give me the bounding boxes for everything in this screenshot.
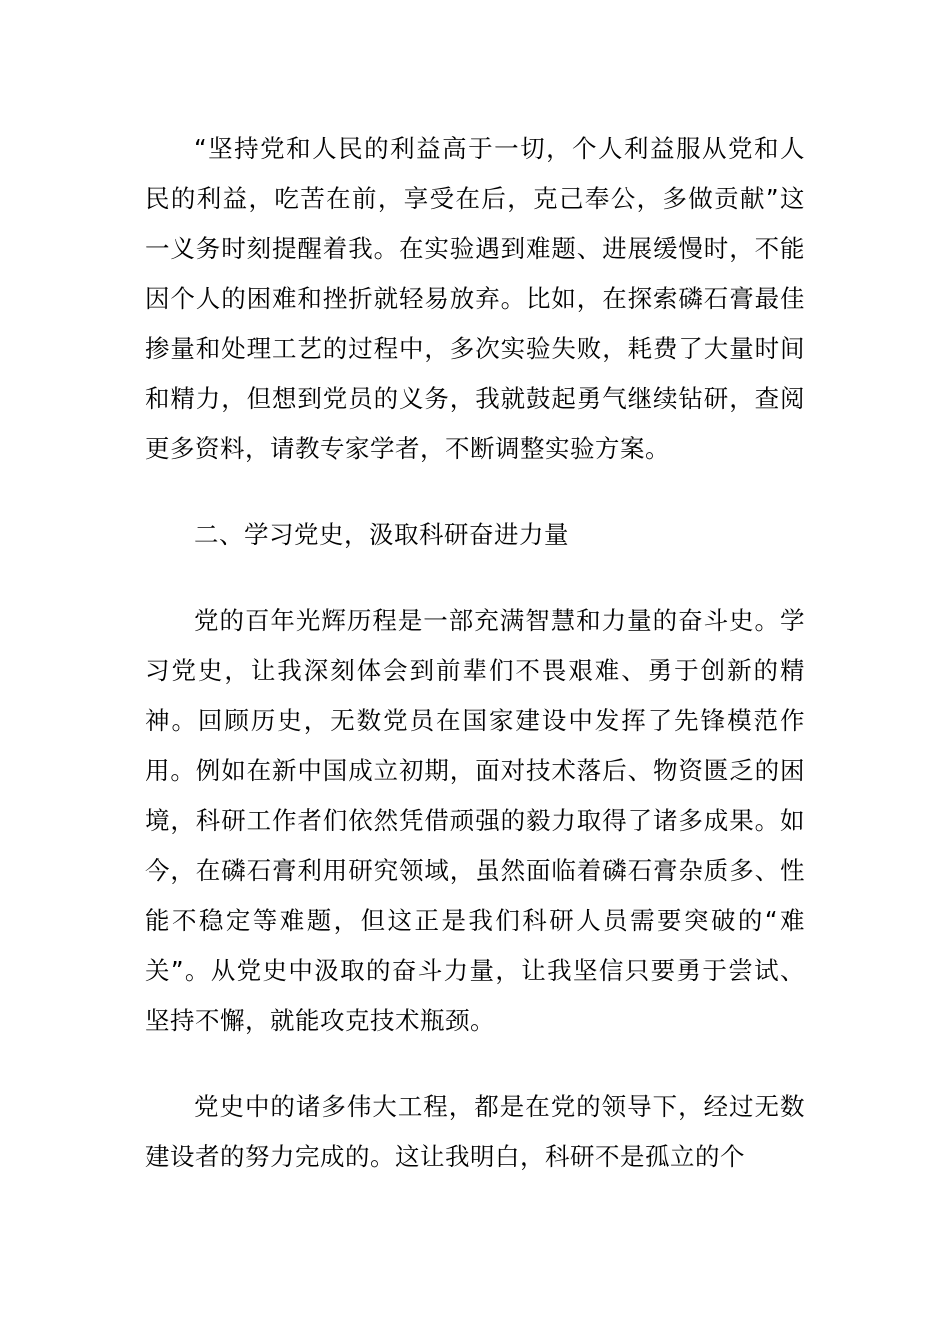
paragraph-party-history: 党的百年光辉历程是一部充满智慧和力量的奋斗史。学习党史，让我深刻体会到前辈们不畏艰难、勇于创新的精神。回顾历史，无数党员在国家建设中发挥了先锋模范作用。例如在新中国成立初期，面对技术落后、物资匮乏的困境，科研工作者们依然凭借顽强的毅力取得了诸多成果。如今，在磷石膏利用研究领域，虽然面临着磷石膏杂质多、性能不稳定等难题，但这正是我们科研人员需要突破的“难关”。从党史中汲取的奋斗力量，让我坚信只要勇于尝试、坚持不懈，就能攻克技术瓶颈。 xyxy=(145,606,805,1035)
paragraph-great-projects: 党史中的诸多伟大工程，都是在党的领导下，经过无数建设者的努力完成的。这让我明白，科研不是孤立的个 xyxy=(145,1092,805,1171)
document-body xyxy=(145,124,805,1218)
section-heading-party-history: 二、学习党史，汲取科研奋进力量 xyxy=(194,520,569,549)
paragraph-party-duty: “坚持党和人民的利益高于一切，个人利益服从党和人民的利益，吃苦在前，享受在后，克己奉公，多做贡献”这一义务时刻提醒着我。在实验遇到难题、进展缓慢时，不能因个人的困难和挫折就轻易放弃。比如，在探索磷石膏最佳掺量和处理工艺的过程中，多次实验失败，耗费了大量时间和精力，但想到党员的义务，我就鼓起勇气继续钻研，查阅更多资料，请教专家学者，不断调整实验方案。 xyxy=(145,134,805,463)
